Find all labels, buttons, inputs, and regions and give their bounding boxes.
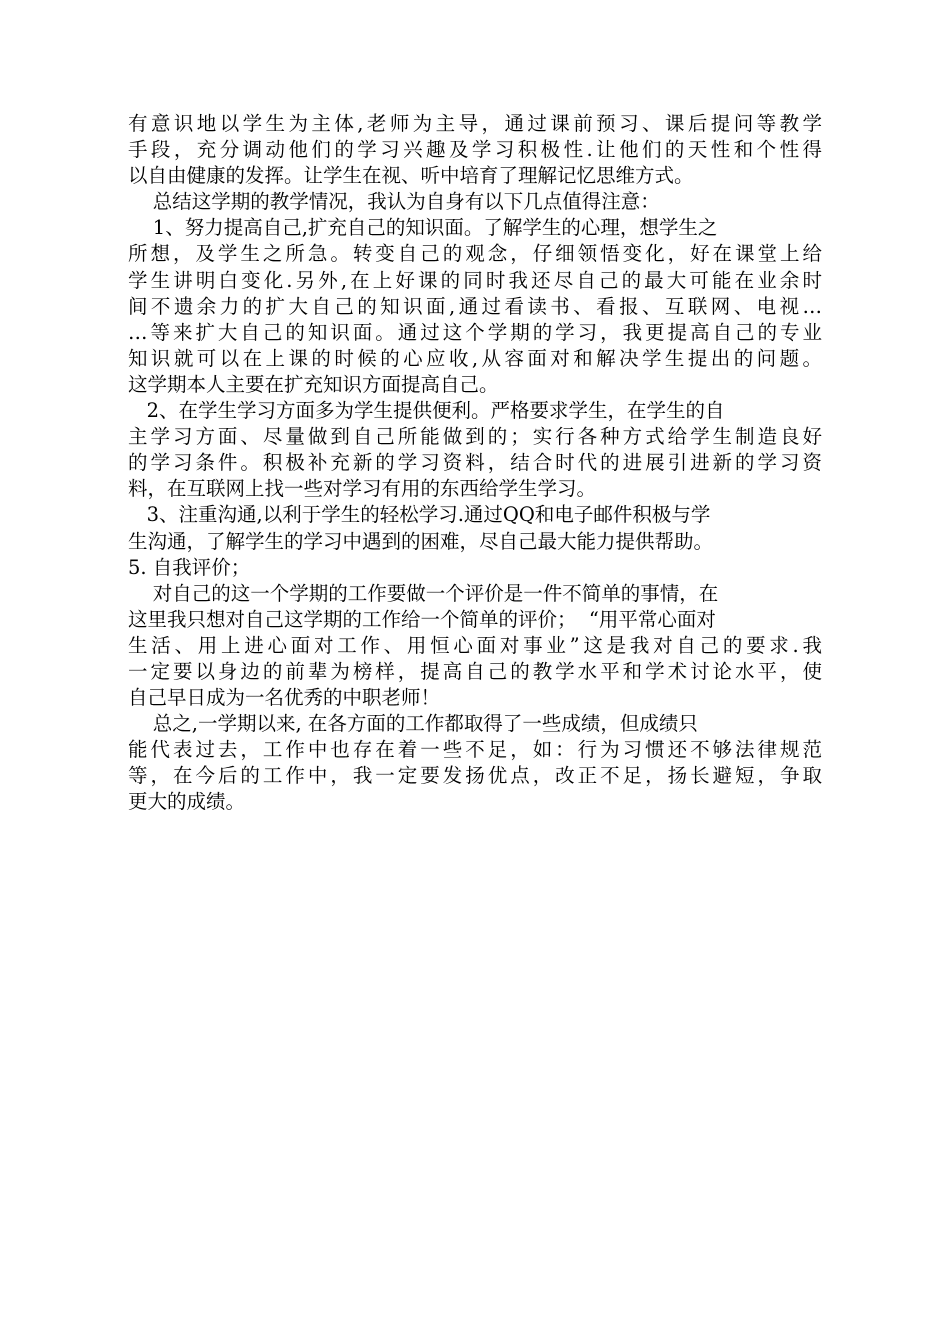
text-line: 料，在互联网上找一些对学习有用的东西给学生学习。 (128, 477, 597, 501)
text-line: 的学习条件。积极补充新的学习资料，结合时代的进展引进新的学习资 (128, 451, 822, 475)
text-line: 一定要以身边的前辈为榜样，提高自己的教学水平和学术讨论水平，使 (128, 659, 822, 683)
text-line: 生活、用上进心面对工作、用恒心面对事业”这是我对自己的要求.我 (128, 633, 822, 657)
text-line: 等，在今后的工作中，我一定要发扬优点，改正不足，扬长避短，争取 (128, 764, 822, 788)
text-line: 这学期本人主要在扩充知识方面提高自己。 (128, 372, 499, 396)
text-line: 2、在学生学习方面多为学生提供便利。严格要求学生，在学生的自 (128, 399, 725, 423)
text-line: 学生讲明白变化.另外,在上好课的同时我还尽自己的最大可能在业余时 (128, 268, 822, 292)
text-line: …等来扩大自己的知识面。通过这个学期的学习，我更提高自己的专业 (128, 320, 822, 344)
text-line: 1、努力提高自己,扩充自己的知识面。了解学生的心理，想学生之 (128, 216, 718, 240)
text-line: 总之,一学期以来, 在各方面的工作都取得了一些成绩，但成绩只 (128, 712, 698, 736)
text-line: 3、注重沟通,以利于学生的轻松学习.通过QQ和电子邮件积极与学 (128, 503, 711, 527)
text-line: 以自由健康的发挥。让学生在视、听中培育了理解记忆思维方式。 (128, 164, 694, 188)
text-line: 更大的成绩。 (128, 790, 246, 814)
text-line: 自己早日成为一名优秀的中职老师！ (128, 686, 441, 710)
text-line: 间不遗余力的扩大自己的知识面,通过看读书、看报、互联网、电视… (128, 294, 822, 318)
text-line: 能代表过去，工作中也存在着一些不足，如：行为习惯还不够法律规范 (128, 738, 822, 762)
text-line: 有意识地以学生为主体,老师为主导，通过课前预习、课后提问等教学 (128, 112, 822, 135)
text-line: 这里我只想对自己这学期的工作给一个简单的评价； “用平常心面对 (128, 607, 716, 631)
text-line: 总结这学期的教学情况，我认为自身有以下几点值得注意： (128, 190, 660, 214)
section-heading: 5. 自我评价； (128, 555, 251, 579)
document-body (128, 111, 822, 816)
text-line: 对自己的这一个学期的工作要做一个评价是一件不简单的事情，在 (128, 581, 719, 605)
text-line: 知识就可以在上课的时候的心应收,从容面对和解决学生提出的问题。 (128, 346, 822, 370)
text-line: 主学习方面、尽量做到自己所能做到的；实行各种方式给学生制造良好 (128, 425, 822, 449)
text-line: 生沟通，了解学生的学习中遇到的困难，尽自己最大能力提供帮助。 (128, 529, 714, 553)
text-line: 所想，及学生之所急。转变自己的观念，仔细领悟变化，好在课堂上给 (128, 242, 822, 266)
text-line: 手段，充分调动他们的学习兴趣及学习积极性.让他们的天性和个性得 (128, 138, 822, 162)
